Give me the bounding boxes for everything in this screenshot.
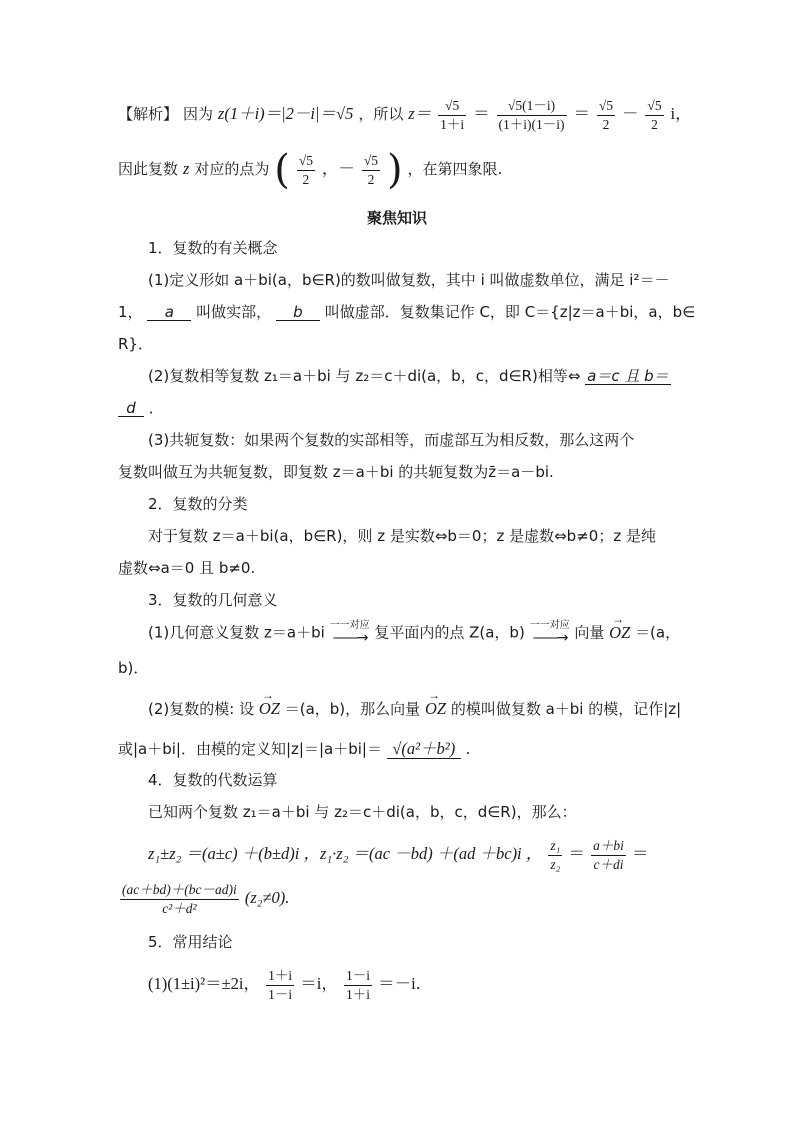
s1-p1-line1: (1)定义形如 a＋bi(a，b∈R)的数叫做复数，其中 i 叫做虚数单位，满足 i²＝－ [148, 271, 670, 289]
fraction: $\frac{√5(1-i)}{(1+i)(1-i)}$ [498, 98, 565, 132]
mapping-arrow: 一一对应 ——→ [329, 620, 370, 646]
s3-p1-line1: (1)几何意义复数 z＝a＋bi 一一对应 ——→ 复平面内的点 Z(a，b) 一一对应 ——→ 向量 → OZ ＝(a， [148, 621, 680, 645]
analysis-text: ，在第四象限. [407, 160, 503, 178]
analysis-formula: z(1＋i)＝|2－i|＝√5 [217, 104, 354, 124]
mapping-arrow: 一一对应 ——→ [529, 620, 570, 646]
vector-oz: → OZ [259, 701, 280, 718]
analysis-tag: 【解析】 [118, 105, 179, 124]
s4-result [118, 882, 289, 916]
blank-d: d [118, 401, 144, 417]
fraction: $\frac{(ac+bd)+(bc-ad)i}{\text{c²＋d²}}$ [122, 882, 237, 916]
analysis-var: z [182, 159, 190, 178]
s1-p3-line2: 复数叫做互为共轭复数，即复数 z＝a＋bi 的共轭复数为z̄＝a－bi. [118, 463, 554, 481]
s1-p1-line3: R}． [118, 335, 153, 353]
minus-sign: － [621, 104, 639, 124]
s2-title: 2．复数的分类 [148, 495, 248, 513]
analysis-text: ，所以 [358, 105, 404, 124]
s1-p2-line1: (2)复数相等复数 z₁＝a＋bi 与 z₂＝c＋di(a，b，c，d∈R)相等⇔ a＝c 且 b＝ [148, 367, 669, 385]
blank-a: a [147, 305, 191, 321]
separator: ，－ [321, 159, 355, 178]
analysis-line-2: 因此复数 z 对应的点为 ( $\frac{√5}{2}$ ，－ $\frac{√5}{2}$ ) ，在第四象限. [118, 147, 503, 193]
fraction: $\frac{√5}{2}$ [363, 152, 379, 187]
s1-p3-line1: (3)共轭复数：如果两个复数的实部相等，而虚部互为相反数，那么这两个 [148, 431, 635, 449]
analysis-text: 对应的点为 [194, 160, 270, 178]
vector-oz: → OZ [609, 625, 630, 642]
fraction: $\frac{\text{z₁}}{\text{z₂}}$ [550, 838, 561, 872]
blank-b: b [276, 305, 320, 321]
s4-line1: 已知两个复数 z₁＝a＋bi 与 z₂＝c＋di(a，b，c，d∈R)，那么： [148, 803, 577, 821]
s1-p2-line2: d ． [118, 401, 164, 417]
section-title: 聚焦知识 [366, 209, 427, 227]
s5-title: 5．常用结论 [148, 933, 233, 951]
fraction: $\frac{√5}{2}$ [647, 98, 662, 132]
analysis-text: 因此复数 [118, 160, 179, 178]
fraction: $\frac{√5}{1+i}$ [440, 98, 465, 132]
s1-p1-line2: 1， a 叫做实部， b 叫做虚部．复数集记作 C，即 C＝{z|z＝a＋bi，a，b∈ [118, 303, 696, 321]
s1-title: 1．复数的有关概念 [148, 239, 278, 257]
s5-line1: (1)(1±i)²＝±2i， $\frac{1+i}{1-i}$ ＝i， $\frac{1-i}{1+i}$ ＝－i． [148, 968, 433, 1002]
condition: (z₂≠0). [244, 887, 290, 907]
blank-modulus: √(a²＋b²) [387, 741, 461, 759]
fraction: $\frac{√5}{2}$ [298, 152, 313, 187]
s2-line1: 对于复数 z＝a＋bi(a，b∈R)，则 z 是实数⇔b＝0；z 是虚数⇔b≠0；z 是纯 [148, 527, 656, 545]
analysis-text: 因为 [182, 105, 213, 124]
s3-p2-line2: 或|a＋bi|．由模的定义知|z|＝|a＋bi|＝ √(a²＋b²) . [118, 739, 471, 758]
s2-line2: 虚数⇔a＝0 且 b≠0. [118, 559, 256, 577]
s3-p1-line2: b)． [118, 659, 149, 677]
s3-title: 3．复数的几何意义 [148, 591, 278, 609]
vector-oz: → OZ [425, 701, 446, 718]
fraction: $\frac{√5}{2}$ [598, 98, 614, 132]
s3-p2-line1: (2)复数的模: 设 → OZ ＝(a，b)，那么向量 → OZ 的模叫做复数 a＋bi 的模，记作|z| [148, 701, 681, 718]
fraction: $\frac{1+i}{1-i}$ [268, 968, 293, 1002]
ops-formula: z₁±z₂ ＝(a±c) ＋(b±d)i ，z₁·z₂ ＝(ac －bd) ＋(ad ＋bc)i ， [148, 843, 543, 863]
s4-ops: z₁±z₂ ＝(a±c) ＋(b±d)i ，z₁·z₂ ＝(ac －bd) ＋(ad ＋bc)i ， $\frac{\text{z₁}}{\text{z₂}}$ ＝ $\frac{a+bi}{c+di}$ ＝ [148, 838, 649, 872]
fraction: $\frac{a+bi}{c+di}$ [593, 838, 624, 872]
fraction: $\frac{1-i}{1+i}$ [345, 968, 370, 1002]
analysis-formula: z＝ [408, 104, 432, 124]
blank-equal: a＝c 且 b＝ [587, 367, 669, 385]
s4-title: 4．复数的代数运算 [148, 771, 278, 789]
analysis-line-1: 【解析】 因为 z(1＋i)＝|2－i|＝√5 ，所以 z＝ $\frac{√5}{1+i}$ ＝ $\frac{√5(1-i)}{(1+i)(1-i)}$ ＝ $\frac{√5}{2}$ － $\frac{√5}{2}$ i， [118, 98, 692, 132]
analysis-text: i， [670, 104, 692, 124]
